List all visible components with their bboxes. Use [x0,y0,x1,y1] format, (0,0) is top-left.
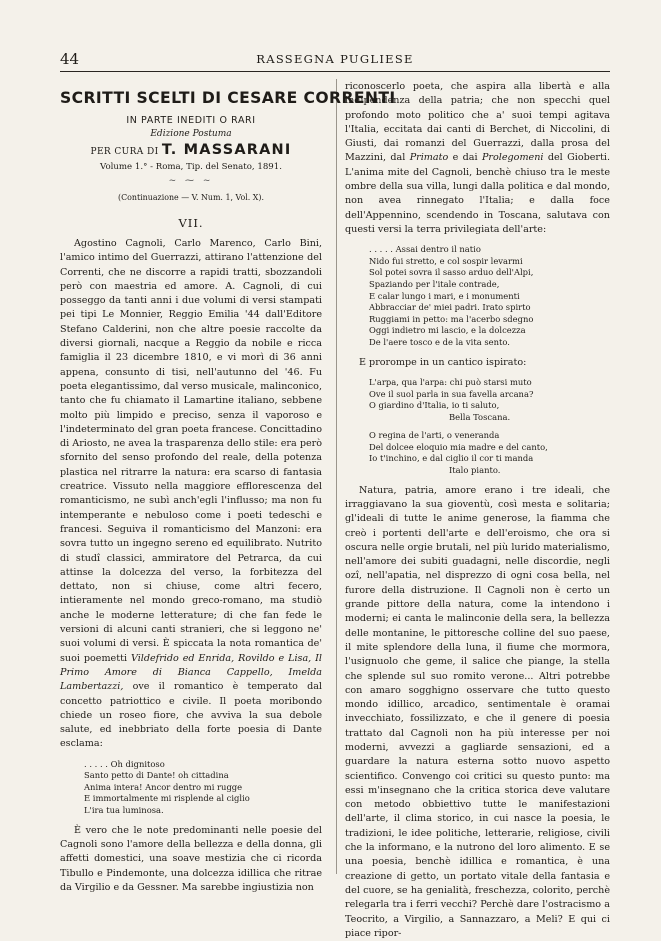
verse-line: Del dolcee eloquio mia madre e del canto, [369,441,548,452]
continuation-note: (Continuazione — V. Num. 1, Vol. X). [118,193,264,202]
verse-line: Spaziando per l'itale contrade, [369,279,500,290]
paragraph-ideals: Natura, patria, amore erano i tre ideali, che irraggiavano la sua gioventù, così mesta e solitaria; gl'ideali di tutte le anime generose, la fiamma che creò i portenti dell'arte e dell'eroismo, che ora si oscura nelle orgie brutali, nel più lurido materialismo, nell'amore dei subiti guadagni, nelle discordie, negli ozî, nell'apatia, nel disprezzo di ogni cosa bella, nel furore della distruzione. Il Cagnoli non è certo un grande pittore della natura, come la intendono i moderni; ei canta le malinconie della sera, la bellezza delle montanine, le pittoresche colline del suo paese, il mite splendore della luna, il fiume che mormora, l'usignuolo che geme, il salice che piange, la stella che splende sul suo romito verone... Altri potrebbe con amaro sogghigno osservare che tutto questo mondo idillico, arcadico, sentimentale è oramai invecchiato, fossilizzato, e che il genere di poesia trattato dal Cagnoli non ha più interesse per noi moderni, avvezzi a gagliarde sensazioni, ed a guardare la natura esterna sotto nuovo aspetto scientifico. Convengo coi critici su questo punto: ma essi m'insegnano che la critica storica deve valutare con metodo obbiettivo tutte le manifestazioni dell'arte, il clima storico, in cui nasce la poesia, le tradizioni, le idee politiche, letterarie, religiose, civili che la informano, e la nutrono del loro alimento. E se una poesia, benchè idillica e romantica, è una creazione di getto, un portato vitale della fantasia e del cuore, se ha genialità, freschezza, colorito, perchè relegarla tra i ferri vecchi? Perchè dare l'ostracismo a Teocrito, a Virgilio, a Sannazzaro, a Meli? E qui ci piace ripor- [345,484,610,939]
section-number: VII. [178,216,204,230]
ornament: ~ ⁓ ~ [168,176,214,186]
verse-line: L'arpa, qua l'arpa: chi può starsi muto [369,376,532,387]
verse-line: O regina de l'arti, o veneranda [369,430,500,441]
title-block [60,88,396,232]
poem-titles: Vildefrido ed Enrida, Rovildo e Lisa, Il Primo Amore di Bianca Cappello, Imelda Lambertazzi, [60,652,322,693]
verse-line: Anima intera! Ancor dentro mi rugge [84,781,243,792]
page-number: 44 [60,50,80,68]
verse-quote-tuscany [345,244,610,348]
verse-line: . . . . . Assai dentro il natio [369,244,481,255]
edition-note: Edizione Postuma [150,129,232,139]
verse-line: E immortalmente mi risplende al ciglio [84,793,250,804]
paragraph-cagnoli: Agostino Cagnoli, Carlo Marenco, Carlo Bini, l'amico intimo del Guerrazzi, attirano l'attenzione del Correnti, che ne discorre a rapidi tratti, sbozzandoli però con maestria ed amore. A. Cagnoli, di cui posseggo da tanti anni i due volumi di versi stampati pei tipi Le Monnier, Reggio Emilia '44 dall'Editore Stefano Calderini, non che altre poesie raccolte da diversi giornali, nacque a Reggio da nobile e ricca famiglia il 23 dicembre 1810, e vi morì di 36 anni appena, consunto di tisi, nell'autunno del '46. Fu poeta elegantissimo, dal verso musicale, malinconico, tanto che fu chiamato il Lamartine italiano, sebbene molto più limpido e preciso, senza il vaporoso e l'indeterminato del gran poeta francese. Concittadino di Ariosto, ne avea la trasparenza dello stile: era però sfornito del senso profondo del reale, della potenza plastica nel ritrarre la natura: era scarso di fantasia creatrice. Vissuto nella maggiore efflorescenza del romanticismo, ne subì anch'egli l'influsso; ma non fu intemperante e nebuloso come i poeti tedeschi e francesi. Seguiva il romanticismo del Manzoni: era sovra tutto un ingegno sereno ed equilibrato. Nutrito di studî classici, ammiratore del Petrarca, da cui attinse la dolcezza del verso, la forbitezza del dettato, non si chiuse, come altri fecero, intieramente nel mondo greco-romano, ma studiò anche le moderne letterature; di che fan fede le versioni di alcuni canti stranieri, che si leggono ne' suoi volumi di versi. È spiccata la nota romantica de' suoi poemetti Vildefrido ed Enrida, Rovildo e Lisa, Il Primo Amore di Bianca Cappello, Imelda Lambertazzi, ove il romantico è temperato dal concetto patriottico e civile. Il poeta moribondo chiede un roseo fiore, che avviva la sua debole salute, ed inebbriato della forte poesia di Dante esclama: [60,238,322,750]
verse-line: Ove il suol parla in sua favella arcana? [369,388,534,399]
editor-name: T. MASSARANI [161,142,292,158]
article-subtitle: IN PARTE INEDITI O RARI [126,115,256,126]
editor-prefix: PER CURA DI [90,147,159,157]
stanza-gap [369,423,610,430]
verse-line: Italo pianto. [449,465,501,476]
verse-line: Nido fui stretto, e col sospir levarmi [369,255,523,266]
paragraph-cantico: E prorompe in un cantico ispirato: [359,356,527,368]
paragraph-continuation: riconoscerlo poeta, che aspira alla libertà e alla indipendenza della patria; che non specchi quel profondo moto politico che a' suoi tempi agitava l'Italia, eccitata dai canti di Berchet, di Niccolini, di Giusti, dai romanzi del Guerrazzi, dalla prosa del Mazzini, dal Primato e dai Prolegomeni del Gioberti. L'anima mite del Cagnoli, benchè chiuso tra le meste ombre della sua villa, lungi dalla politica e dal mondo, non avea rinnegato l'Italia; e dalla foce dell'Appennino, scendendo in Toscana, salutava con questi versi la terra privilegiata dell'arte: [345,81,610,235]
left-column [60,80,396,895]
verse-line: Sol potei sovra il sasso arduo dell'Alpi, [369,267,534,278]
verse-line: Bella Toscana. [449,411,511,422]
verse-line: E calar lungo i mari, e i monumenti [369,290,520,301]
right-column [345,80,610,941]
page-header [60,48,610,68]
verse-line: Io t'inchino, e dal ciglio il cor ti manda [369,453,534,464]
editor-line [60,141,322,161]
header-rule [60,71,610,72]
verse-quote-dante [60,759,322,817]
verse-quote-arpa [345,377,610,477]
imprint: Volume 1.° - Roma, Tip. del Senato, 1891. [100,162,282,172]
verse-line: Ruggiami in petto: ma l'acerbo sdegno [369,313,534,324]
running-title: RASSEGNA PUGLIESE [256,52,414,66]
verse-line: Oggi indietro mi lascio, e la dolcezza [369,325,526,336]
verse-line: . . . . . Oh dignitoso [84,758,165,769]
verse-line: O giardino d'Italia, io ti saluto, [369,400,500,411]
verse-line: L'ira tua luminosa. [84,805,164,816]
verse-line: Santo petto di Dante! oh cittadina [84,770,229,781]
column-divider [336,79,337,874]
verse-line: De l'aere tosco e de la vita sento. [369,337,510,348]
paragraph-notes: È vero che le note predominanti nelle poesie del Cagnoli sono l'amore della bellezza e della donna, gli affetti domestici, una soave mestizia che ci ricorda Tibullo e Pindemonte, una dolcezza idillica che ritrae da Virgilio e da Gessner. Ma sarebbe ingiustizia non [60,824,322,893]
article-title: SCRITTI SCELTI DI CESARE CORRENTI [60,89,396,107]
verse-line: Abbracciar de' miei padri. Irato spirto [369,302,531,313]
